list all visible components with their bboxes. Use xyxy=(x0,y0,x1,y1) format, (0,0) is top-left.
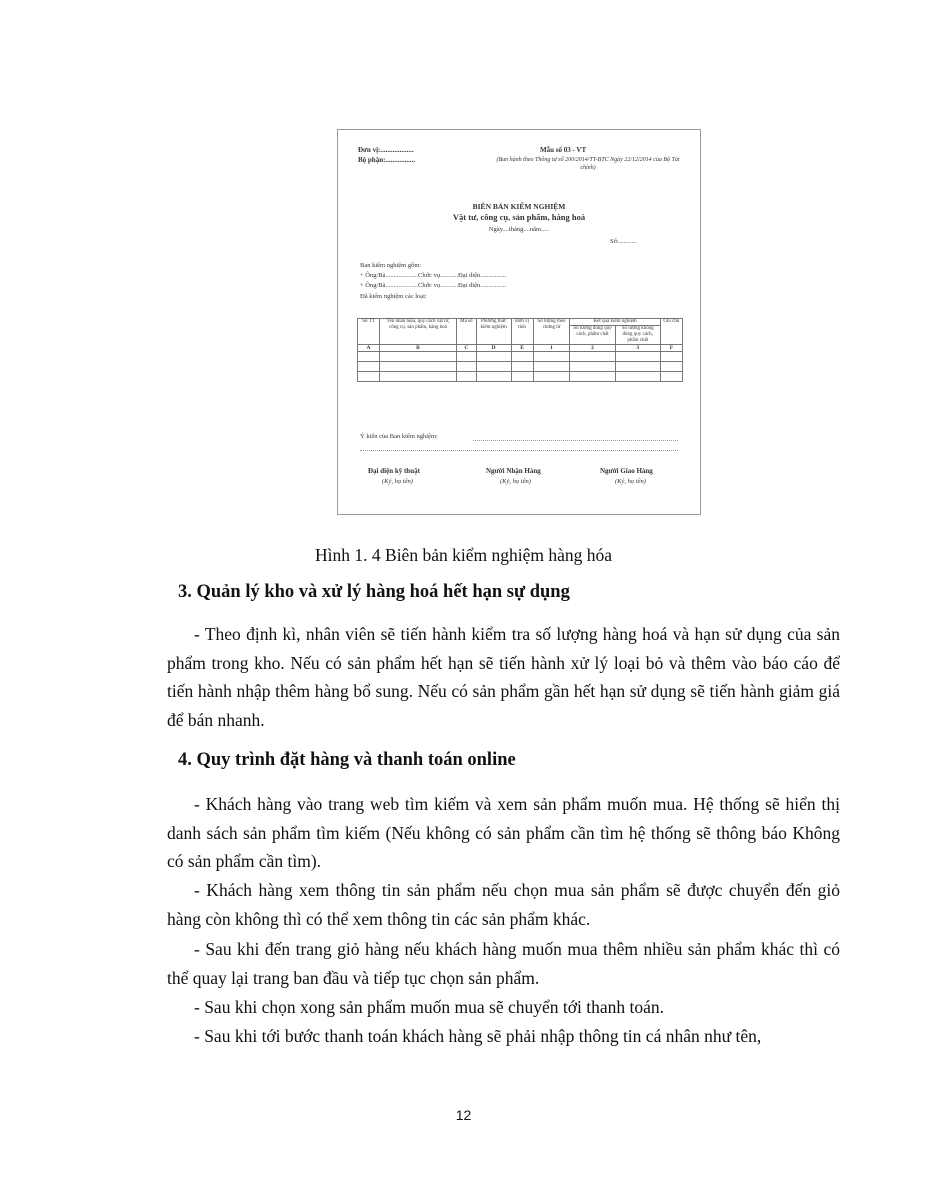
form-table-code: F xyxy=(660,345,682,352)
form-date-line: Ngày....tháng....năm..... xyxy=(488,226,550,233)
form-table-empty-row xyxy=(358,352,683,362)
section-4-paragraph: - Sau khi chọn xong sản phẩm muốn mua sẽ chuyển tới thanh toán. xyxy=(194,997,665,1017)
form-table-header: Số lượng theo chứng từ xyxy=(533,319,570,345)
form-table-code: 1 xyxy=(533,345,570,352)
form-table-header: Phương thức kiểm nghiệm xyxy=(476,319,511,345)
form-table-header: Mã số xyxy=(456,319,476,345)
form-member-1: + Ông/Bà....................Chức vụ...........Đại diện................ xyxy=(360,272,507,279)
form-signature-title: Người Nhận Hàng xyxy=(486,467,541,475)
form-dept-label: Bộ phận:................. xyxy=(358,156,416,164)
form-signature-note: (Ký, họ tên) xyxy=(615,478,646,485)
form-table-code: 3 xyxy=(615,345,660,352)
inspection-form-image xyxy=(337,129,701,515)
form-table-header-row xyxy=(358,319,683,326)
form-unit-label: Đơn vị:................... xyxy=(358,146,414,154)
form-table-header: Số lượng đúng quy cách, phẩm chất xyxy=(570,326,615,345)
form-signature-note: (Ký, họ tên) xyxy=(382,478,413,485)
form-basis: (Ban hành theo Thông tư số 200/2014/TT-BTC Ngày 22/12/2014 của Bộ Tài chính) xyxy=(496,157,680,171)
section-4-paragraph: - Sau khi tới bước thanh toán khách hàng sẽ phải nhập thông tin cá nhân như tên, xyxy=(194,1026,762,1046)
form-table xyxy=(357,318,683,382)
form-table-group-header: Kết quả kiểm nghiệm xyxy=(570,319,660,326)
form-table-header: Số TT xyxy=(358,319,380,345)
form-opinion: Ý kiến của Ban kiểm nghiệm: xyxy=(360,433,438,440)
form-dotted-line xyxy=(360,450,678,451)
form-signature-title: Người Giao Hàng xyxy=(600,467,653,475)
form-table-header: Tên nhãn hiệu, quy cách vật tư, công cụ, sản phẩm, hàng hoá xyxy=(380,319,457,345)
form-dotted-line xyxy=(473,440,678,441)
form-code: Mẫu số 03 - VT xyxy=(540,146,587,154)
form-table-code: 2 xyxy=(570,345,615,352)
form-table-code: A xyxy=(358,345,380,352)
form-table-header: Số lượng không đúng quy cách, phẩm chất xyxy=(615,326,660,345)
section-4-paragraph: - Khách hàng vào trang web tìm kiếm và xem sản phẩm muốn mua. Hệ thống sẽ hiển thị danh sách sản phẩm tìm kiếm (Nếu không có sản phẩm cần tìm hệ thống sẽ thông báo Không có sản phẩm cần tìm). xyxy=(167,794,840,871)
form-table-empty-row xyxy=(358,372,683,382)
form-member-2: + Ông/Bà....................Chức vụ...........Đại diện................ xyxy=(360,282,507,289)
form-table-code: C xyxy=(456,345,476,352)
form-inspected: Đã kiểm nghiệm các loại: xyxy=(360,293,427,300)
section-4-heading: 4. Quy trình đặt hàng và thanh toán online xyxy=(178,750,516,770)
form-signature-title: Đại diện kỹ thuật xyxy=(368,467,420,475)
form-table-code: E xyxy=(511,345,533,352)
form-table-empty-row xyxy=(358,362,683,372)
form-table-header: Đơn vị tính xyxy=(511,319,533,345)
form-table-header: Ghi chú xyxy=(660,319,682,345)
section-3-heading: 3. Quản lý kho và xử lý hàng hoá hết hạn sự dụng xyxy=(178,582,570,602)
form-signature-note: (Ký, họ tên) xyxy=(500,478,531,485)
form-title: BIÊN BẢN KIỂM NGHIỆM xyxy=(472,202,566,211)
form-number-line: Số:........... xyxy=(610,238,637,245)
form-table-code-row xyxy=(358,345,683,352)
section-4-paragraph: - Khách hàng xem thông tin sản phẩm nếu chọn mua sản phẩm sẽ được chuyển đến giỏ hàng còn không thì có thể xem thông tin các sản phẩm khác. xyxy=(167,880,840,929)
section-3-paragraph: - Theo định kì, nhân viên sẽ tiến hành kiểm tra số lượng hàng hoá và hạn sử dụng của sản phẩm trong kho. Nếu có sản phẩm hết hạn sẽ tiến hành xử lý loại bỏ và thêm vào báo cáo để tiến hành nhập thêm hàng bổ sung. Nếu có sản phẩm gần hết hạn sử dụng sẽ tiến hành giảm giá để bán nhanh. xyxy=(167,624,840,730)
form-board-intro: Ban kiểm nghiệm gồm: xyxy=(360,262,422,269)
figure-caption: Hình 1. 4 Biên bản kiểm nghiệm hàng hóa xyxy=(315,545,612,565)
page-number: 12 xyxy=(455,1107,472,1123)
form-table-code: B xyxy=(380,345,457,352)
form-subtitle: Vật tư, công cụ, sản phẩm, hàng hoá xyxy=(452,212,586,222)
form-table-code: D xyxy=(476,345,511,352)
section-4-paragraph: - Sau khi đến trang giỏ hàng nếu khách hàng muốn mua thêm nhiều sản phẩm khác thì có thể quay lại trang ban đầu và tiếp tục chọn sản phẩm. xyxy=(167,939,840,988)
